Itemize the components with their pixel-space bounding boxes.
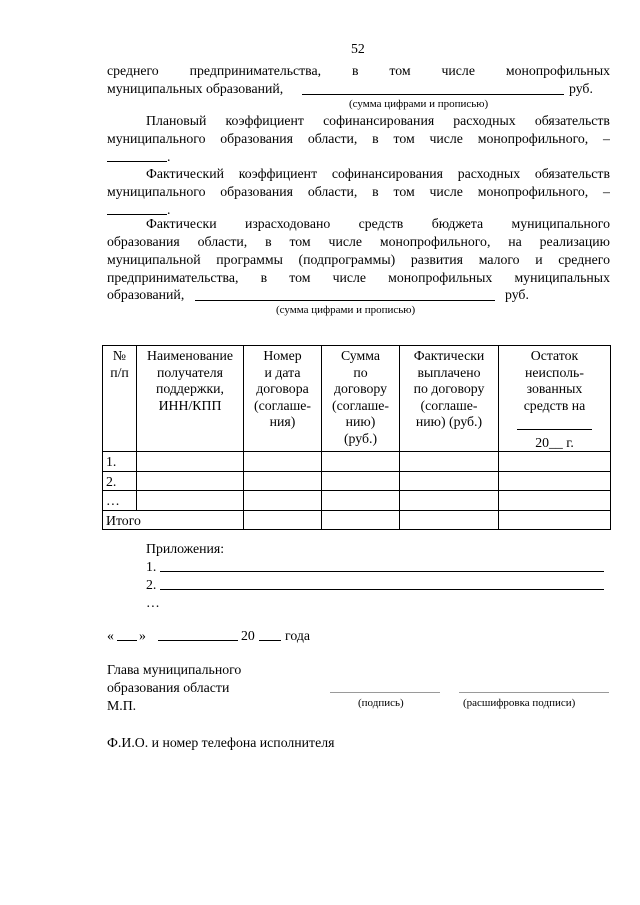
date-close-quote: »	[139, 628, 146, 643]
word: обязательств	[534, 166, 610, 181]
word: муниципального	[107, 184, 206, 199]
table-cell[interactable]	[499, 471, 611, 491]
table-cell[interactable]	[322, 471, 400, 491]
word: муниципального	[511, 216, 610, 231]
p3-line1	[146, 165, 610, 183]
table-cell[interactable]	[137, 452, 244, 472]
table-header-row	[103, 346, 611, 452]
signatory-line2: образования области	[107, 680, 230, 695]
attachment-1-field[interactable]	[160, 571, 604, 572]
p2-coef-blank[interactable]	[107, 161, 167, 162]
word: области,	[307, 184, 358, 199]
attachments-ellipsis: …	[146, 595, 160, 610]
date-day-blank[interactable]	[117, 640, 137, 641]
header-sum: Сумма по договору (соглаше- нию) (руб.)	[322, 346, 400, 452]
p4-unit: руб.	[505, 287, 529, 302]
signature-caption: (подпись)	[358, 697, 404, 709]
word: том	[389, 63, 411, 78]
table-row	[103, 491, 611, 511]
word: монопрофильных	[505, 63, 610, 78]
word: средств	[358, 216, 404, 231]
table-cell[interactable]	[400, 452, 499, 472]
word: том	[289, 270, 311, 285]
p3-end: .	[167, 202, 171, 217]
table-cell[interactable]	[499, 452, 611, 472]
date-month-blank[interactable]	[158, 640, 238, 641]
word: среднего	[107, 63, 159, 78]
table-cell[interactable]	[400, 491, 499, 511]
date-year-prefix: 20	[241, 628, 255, 643]
word: области,	[197, 234, 248, 249]
page-number: 52	[351, 41, 365, 56]
word: предпринимательства,	[107, 270, 239, 285]
word: Фактически	[146, 216, 217, 231]
remainder-date-blank[interactable]	[517, 414, 592, 430]
p3-line2	[107, 183, 610, 201]
p4-line5-text: образований,	[107, 287, 185, 302]
table-cell[interactable]	[499, 510, 611, 530]
table-cell[interactable]	[499, 491, 611, 511]
word: программы	[216, 252, 283, 267]
signature-decode-caption: (расшифровка подписи)	[463, 697, 576, 709]
attachment-2-field[interactable]	[160, 589, 604, 590]
table-total-row	[103, 510, 611, 530]
table-cell[interactable]	[137, 491, 244, 511]
p4-line4	[107, 269, 610, 287]
word: числе	[429, 131, 463, 146]
header-number: № п/п	[103, 346, 137, 452]
word: развития	[410, 252, 464, 267]
word: в	[265, 234, 272, 249]
word: –	[603, 131, 610, 146]
word: области,	[307, 131, 358, 146]
word: том	[289, 234, 311, 249]
word: том	[393, 184, 415, 199]
word: муниципальных	[514, 270, 610, 285]
word: муниципального	[107, 131, 206, 146]
word: –	[603, 184, 610, 199]
word: монопрофильного,	[379, 234, 491, 249]
word: софинансирования	[323, 113, 435, 128]
word: в	[372, 131, 379, 146]
word: в	[372, 184, 379, 199]
word: и	[535, 252, 543, 267]
word: софинансирования	[331, 166, 443, 181]
attachment-2-number: 2.	[146, 577, 157, 592]
p2-line1	[146, 112, 610, 130]
p1-amount-blank[interactable]	[302, 94, 564, 95]
p4-caption: (сумма цифрами и прописью)	[276, 304, 416, 316]
word: реализацию	[539, 234, 610, 249]
header-recipient: Наименование получателя поддержки, ИНН/КПП	[137, 346, 244, 452]
p4-amount-blank[interactable]	[195, 300, 495, 301]
date-year-suffix: года	[285, 628, 310, 643]
word: монопрофильного,	[477, 131, 589, 146]
word: в	[351, 63, 359, 78]
p4-line2	[107, 233, 610, 251]
table-cell[interactable]	[400, 471, 499, 491]
word: коэффициент	[238, 166, 318, 181]
date-year-blank[interactable]	[259, 640, 281, 641]
table-row	[103, 452, 611, 472]
header-paid: Фактически выплачено по договору (соглаше- нию) (руб.)	[400, 346, 499, 452]
table-row	[103, 471, 611, 491]
word: бюджета	[431, 216, 484, 231]
row-number: 2.	[103, 471, 137, 491]
table-cell[interactable]	[244, 510, 322, 530]
signatory-line1: Глава муниципального	[107, 662, 242, 677]
word: малого	[478, 252, 520, 267]
table-cell[interactable]	[244, 471, 322, 491]
p4-line3	[107, 251, 610, 269]
word: в	[260, 270, 268, 285]
seal-mark: М.П.	[107, 698, 137, 713]
word: расходных	[457, 166, 521, 181]
p2-end: .	[167, 149, 171, 164]
word: числе	[441, 63, 475, 78]
p1-line2-text: муниципальных образований,	[107, 81, 284, 96]
word: израсходовано	[244, 216, 331, 231]
signature-field[interactable]	[330, 692, 440, 693]
word: числе	[429, 184, 463, 199]
word: Фактический	[146, 166, 224, 181]
p1-line1	[107, 62, 610, 80]
p2-line2	[107, 130, 610, 148]
table-cell[interactable]	[322, 510, 400, 530]
word: монопрофильных	[388, 270, 493, 285]
word: предпринимательства,	[189, 63, 322, 78]
executor-label: Ф.И.О. и номер телефона исполнителя	[107, 735, 335, 750]
word: образования	[107, 234, 180, 249]
word: (подпрограммы)	[298, 252, 396, 267]
word: обязательств	[534, 113, 610, 128]
date-open-quote: «	[107, 628, 114, 643]
table-cell[interactable]	[244, 452, 322, 472]
table-cell[interactable]	[244, 491, 322, 511]
word: том	[393, 131, 415, 146]
p1-caption: (сумма цифрами и прописью)	[349, 98, 489, 110]
word: муниципальной	[107, 252, 201, 267]
word: образования	[220, 184, 294, 199]
table-cell[interactable]	[322, 491, 400, 511]
row-number: 1.	[103, 452, 137, 472]
p1-unit: руб.	[569, 81, 593, 96]
row-number: …	[103, 491, 137, 511]
total-label: Итого	[103, 510, 244, 530]
attachments-title: Приложения:	[146, 541, 225, 556]
word: числе	[328, 234, 362, 249]
attachment-1-number: 1.	[146, 559, 157, 574]
word: расходных	[453, 113, 516, 128]
p4-line1	[146, 215, 610, 233]
header-remainder: Остаток неисполь- зованных средств на 20__ г.	[499, 346, 611, 452]
word: числе	[332, 270, 367, 285]
header-contract: Номер и дата договора (соглаше- ния)	[244, 346, 322, 452]
word: образования	[220, 131, 294, 146]
signature-decode-field[interactable]	[459, 692, 609, 693]
table-cell[interactable]	[137, 471, 244, 491]
word: Плановый	[146, 113, 207, 128]
word: коэффициент	[225, 113, 304, 128]
word: среднего	[558, 252, 610, 267]
table-cell[interactable]	[322, 452, 400, 472]
report-table	[102, 345, 611, 530]
table-cell[interactable]	[400, 510, 499, 530]
word: монопрофильного,	[477, 184, 589, 199]
remainder-date: 20__ г.	[535, 434, 574, 450]
word: на	[508, 234, 522, 249]
